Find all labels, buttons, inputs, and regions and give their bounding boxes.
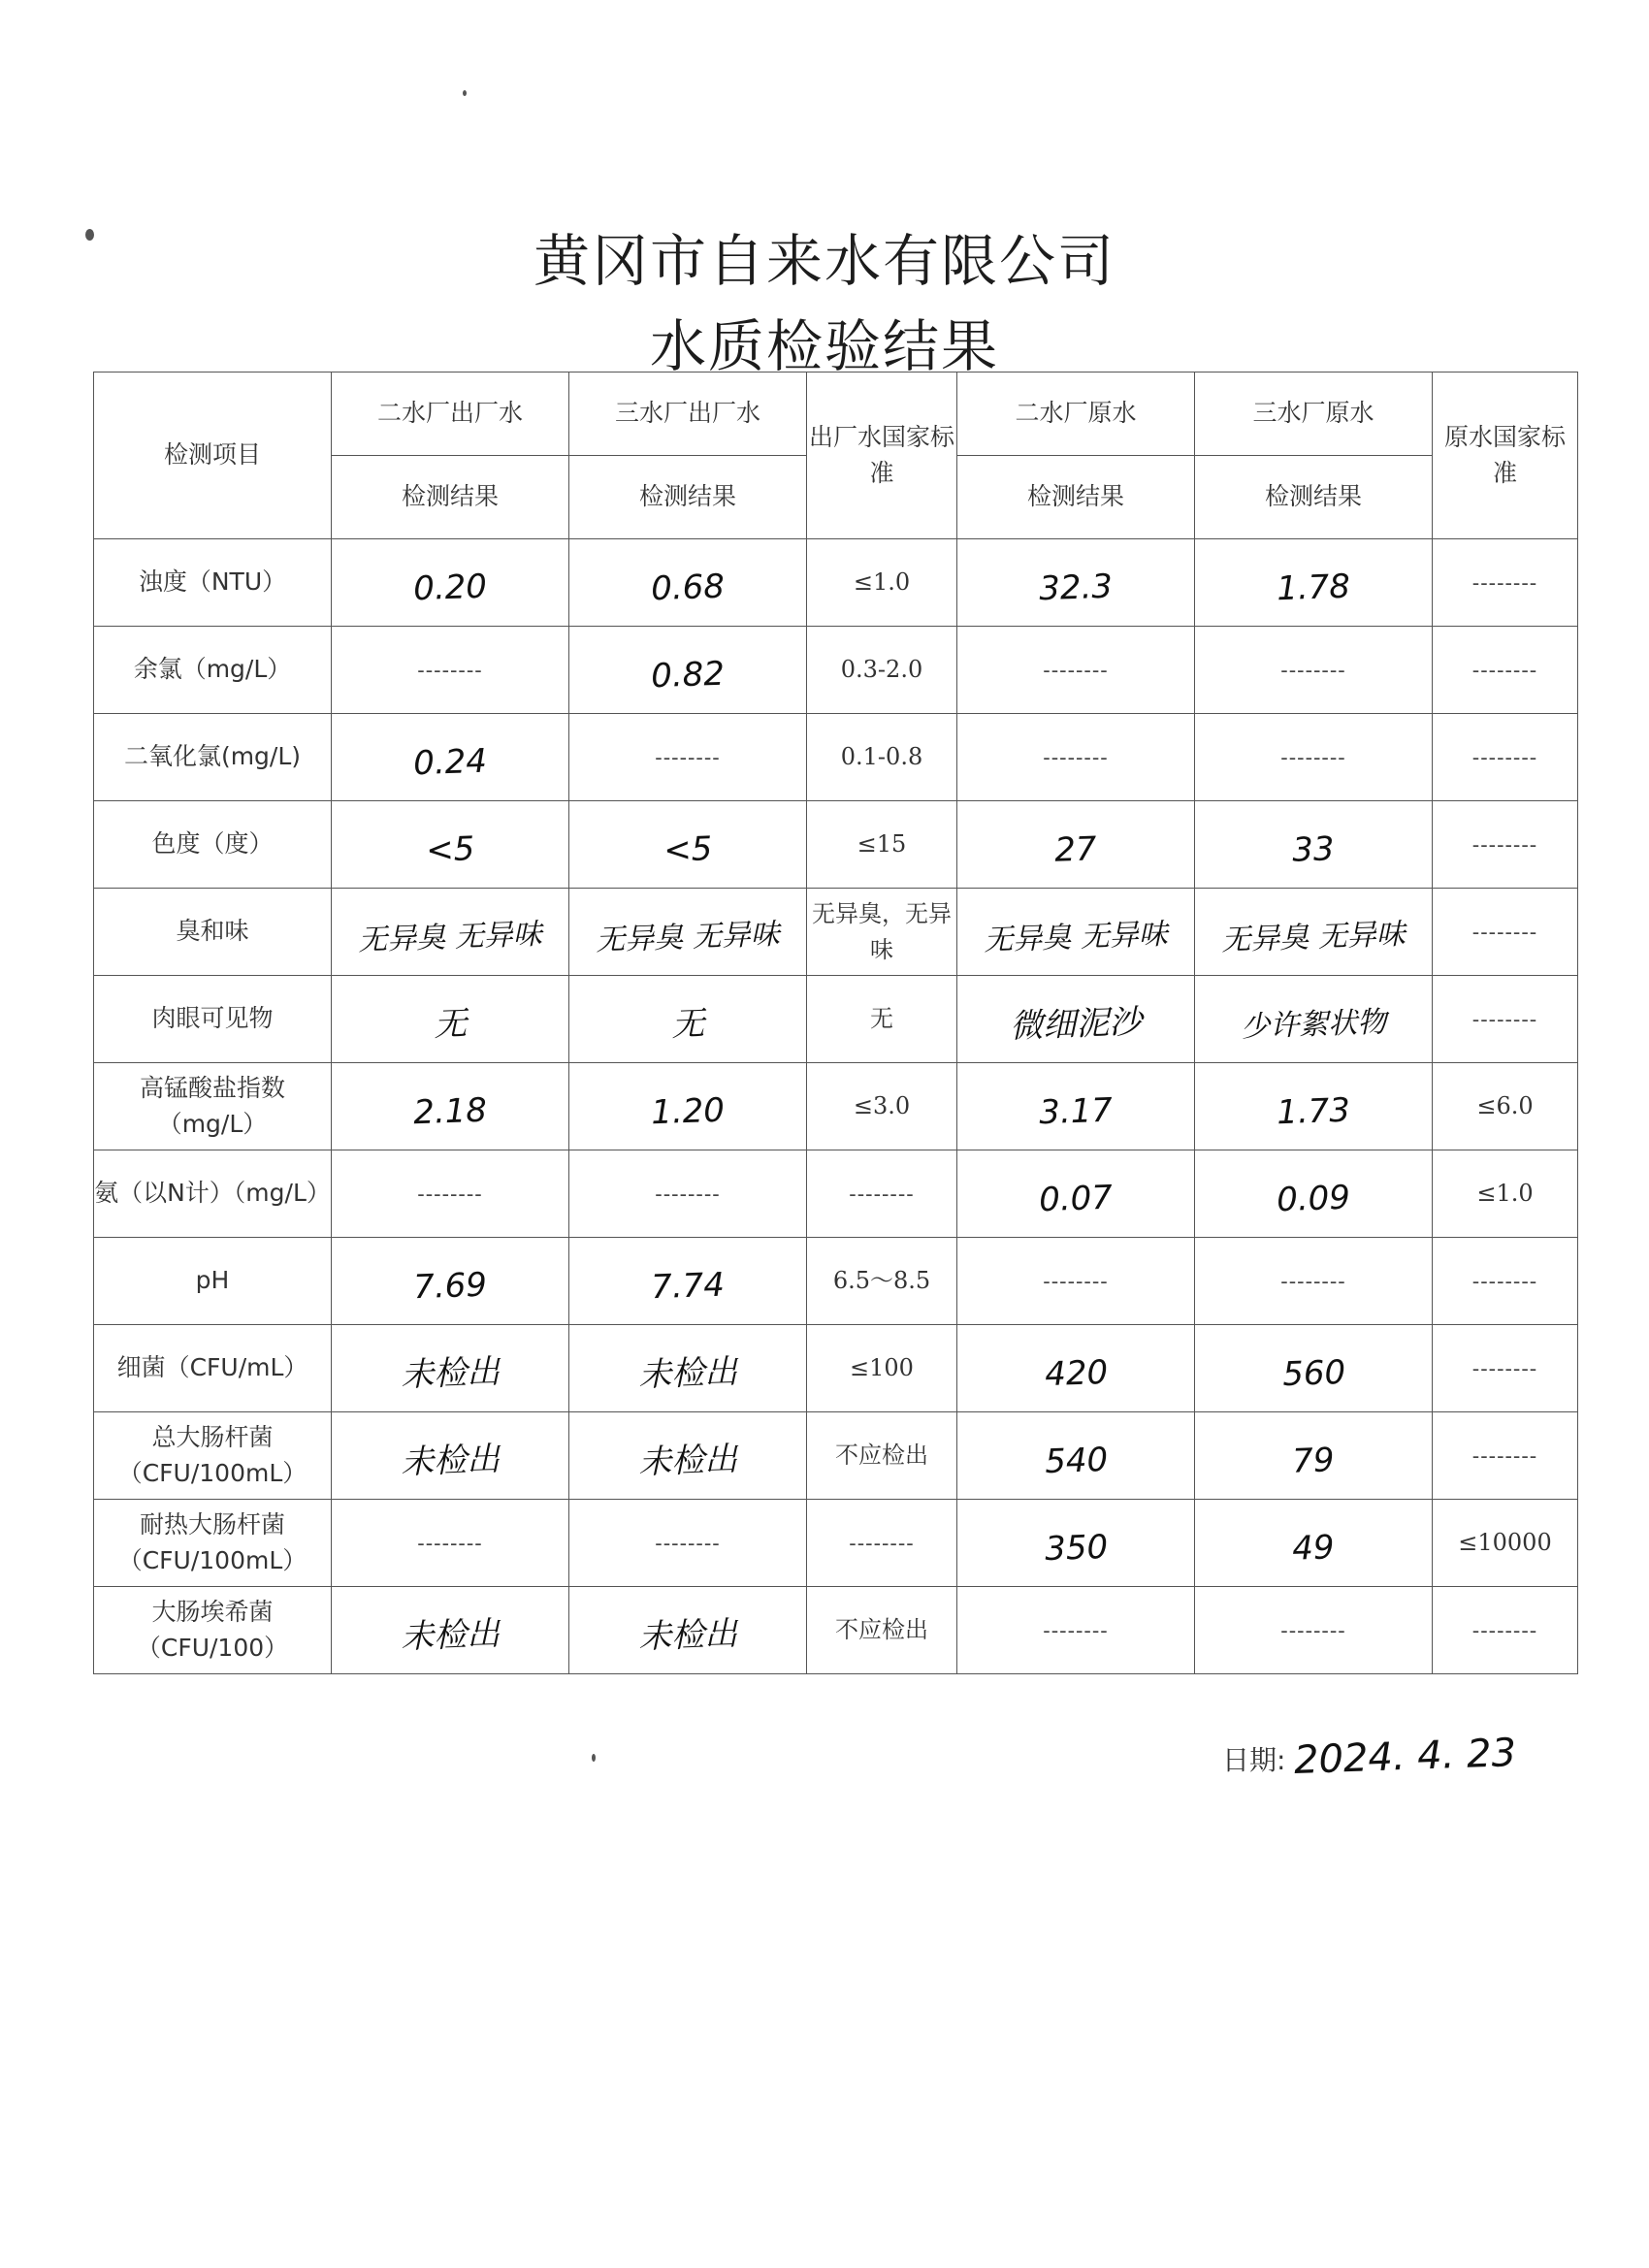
result-col5-cell — [1195, 1325, 1433, 1412]
standard-treated-cell — [807, 889, 957, 976]
result-col1-cell — [332, 1325, 569, 1412]
standard-treated-cell — [807, 539, 957, 627]
table-row — [94, 714, 1578, 801]
standard-treated: -------- — [849, 1532, 915, 1557]
result-col1-cell — [332, 1500, 569, 1587]
result-col2-cell — [569, 1150, 807, 1238]
result-col4: 微细泥沙 — [1009, 1002, 1143, 1047]
result-col5-cell — [1195, 1150, 1433, 1238]
standard-treated-cell — [807, 714, 957, 801]
result-col2-cell — [569, 1238, 807, 1325]
result-col1-cell — [332, 1063, 569, 1150]
result-col4: 3.17 — [1038, 1090, 1114, 1133]
standard-treated-cell — [807, 1238, 957, 1325]
table-row — [94, 1063, 1578, 1150]
standard-raw-cell — [1433, 1587, 1578, 1674]
result-col4-cell — [957, 801, 1195, 889]
standard-raw-cell — [1433, 1412, 1578, 1500]
standard-treated-cell — [807, 1500, 957, 1587]
table-row — [94, 627, 1578, 714]
row-item-label: 肉眼可见物 — [94, 976, 332, 1063]
header-col1: 二水厂出厂水 — [332, 373, 569, 456]
standard-treated: ≤100 — [850, 1354, 914, 1382]
result-col4: -------- — [1043, 746, 1109, 771]
result-col4: -------- — [1043, 659, 1109, 684]
scan-speck — [85, 229, 94, 241]
header-col3: 出厂水国家标准 — [807, 373, 957, 539]
result-col5: -------- — [1280, 746, 1346, 771]
table-row — [94, 1238, 1578, 1325]
header-result-4: 检测结果 — [957, 456, 1195, 539]
result-col5-cell — [1195, 627, 1433, 714]
standard-raw-cell — [1433, 539, 1578, 627]
result-col4-cell — [957, 1325, 1195, 1412]
header-col6: 原水国家标准 — [1433, 373, 1578, 539]
result-col2-cell — [569, 889, 807, 976]
table-row — [94, 539, 1578, 627]
result-col5-cell — [1195, 1500, 1433, 1587]
table-row — [94, 801, 1578, 889]
row-item-label: 臭和味 — [94, 889, 332, 976]
result-col5: 33 — [1291, 829, 1336, 870]
result-col2: 未检出 — [637, 1440, 738, 1482]
row-item-label: 色度（度） — [94, 801, 332, 889]
standard-raw: -------- — [1471, 1444, 1538, 1470]
table-row — [94, 889, 1578, 976]
result-col2-cell — [569, 1587, 807, 1674]
row-item-label: pH — [94, 1238, 332, 1325]
result-col2: 未检出 — [637, 1352, 738, 1395]
standard-raw: -------- — [1471, 921, 1538, 946]
result-col4-cell — [957, 1150, 1195, 1238]
result-col4-cell — [957, 889, 1195, 976]
result-col5-cell — [1195, 1063, 1433, 1150]
date-label: 日期: — [1222, 1744, 1286, 1776]
header-col5: 三水厂原水 — [1195, 373, 1433, 456]
table-row — [94, 1325, 1578, 1412]
standard-raw: ≤10000 — [1458, 1529, 1552, 1557]
result-col4: 420 — [1044, 1352, 1109, 1394]
standard-raw-cell — [1433, 976, 1578, 1063]
standard-raw-cell — [1433, 1238, 1578, 1325]
standard-treated: 不应检出 — [835, 1616, 928, 1644]
standard-treated-cell — [807, 1587, 957, 1674]
result-col2-cell — [569, 1063, 807, 1150]
result-col5-cell — [1195, 539, 1433, 627]
header-result-5: 检测结果 — [1195, 456, 1433, 539]
standard-treated: 无异臭，无异味 — [812, 900, 952, 963]
standard-treated: 不应检出 — [835, 1442, 928, 1470]
result-col2-cell — [569, 976, 807, 1063]
standard-raw-cell — [1433, 889, 1578, 976]
result-col5: -------- — [1280, 1619, 1346, 1644]
result-col2: 1.20 — [650, 1090, 726, 1133]
result-col1: 2.18 — [412, 1090, 488, 1133]
result-col2: 0.82 — [650, 654, 726, 697]
standard-raw-cell — [1433, 1150, 1578, 1238]
result-col1: 未检出 — [400, 1614, 501, 1657]
result-col1: -------- — [417, 1532, 483, 1557]
standard-raw-cell — [1433, 627, 1578, 714]
result-col5: 0.09 — [1276, 1178, 1351, 1220]
scan-speck — [592, 1754, 596, 1762]
result-col1: 0.20 — [412, 567, 488, 609]
standard-raw-cell — [1433, 801, 1578, 889]
standard-treated-cell — [807, 1150, 957, 1238]
row-item-label: 细菌（CFU/mL） — [94, 1325, 332, 1412]
result-col2: 无 — [670, 1004, 705, 1045]
table-row — [94, 1500, 1578, 1587]
row-item-label: 二氧化氯(mg/L) — [94, 714, 332, 801]
header-result-1: 检测结果 — [332, 456, 569, 539]
standard-raw: -------- — [1471, 1270, 1538, 1295]
table-row — [94, 1412, 1578, 1500]
table-row — [94, 1587, 1578, 1674]
scan-speck — [463, 90, 467, 96]
result-col5: 79 — [1291, 1441, 1336, 1481]
result-col2-cell — [569, 539, 807, 627]
result-col4-cell — [957, 1063, 1195, 1150]
standard-treated-cell — [807, 627, 957, 714]
standard-raw: -------- — [1471, 571, 1538, 597]
result-col1-cell — [332, 627, 569, 714]
standard-raw: -------- — [1471, 1008, 1538, 1033]
result-col1-cell — [332, 1238, 569, 1325]
standard-raw: -------- — [1471, 1619, 1538, 1644]
standard-raw: -------- — [1471, 659, 1538, 684]
standard-raw-cell — [1433, 1500, 1578, 1587]
result-col2: 0.68 — [650, 567, 726, 609]
result-col4: 无异臭 无异味 — [983, 917, 1169, 958]
result-col1: 无异臭 无异味 — [357, 917, 543, 958]
standard-treated: 6.5～8.5 — [832, 1267, 931, 1295]
result-col2-cell — [569, 1500, 807, 1587]
result-col2-cell — [569, 627, 807, 714]
standard-treated: 0.3-2.0 — [840, 656, 923, 684]
row-item-label: 高锰酸盐指数（mg/L） — [94, 1063, 332, 1150]
result-col2-cell — [569, 1412, 807, 1500]
result-col5: 1.78 — [1276, 567, 1351, 609]
result-col1: 0.24 — [412, 741, 488, 784]
result-col4: 350 — [1044, 1527, 1109, 1569]
result-col4: 27 — [1053, 829, 1098, 870]
standard-raw: ≤6.0 — [1476, 1092, 1534, 1120]
header-col4: 二水厂原水 — [957, 373, 1195, 456]
header-item: 检测项目 — [94, 373, 332, 539]
result-col1-cell — [332, 801, 569, 889]
result-col1: 无 — [433, 1004, 468, 1045]
result-col4-cell — [957, 1587, 1195, 1674]
result-col1-cell — [332, 714, 569, 801]
standard-raw: -------- — [1471, 746, 1538, 771]
standard-treated-cell — [807, 801, 957, 889]
date-line — [1222, 1731, 1518, 1783]
row-item-label: 大肠埃希菌（CFU/100） — [94, 1587, 332, 1674]
header-result-2: 检测结果 — [569, 456, 807, 539]
result-col1: -------- — [417, 659, 483, 684]
result-col2: -------- — [655, 1532, 721, 1557]
result-col1: <5 — [425, 828, 475, 870]
standard-treated-cell — [807, 1412, 957, 1500]
standard-treated-cell — [807, 1063, 957, 1150]
row-item-label: 总大肠杆菌（CFU/100mL） — [94, 1412, 332, 1500]
row-item-label: 氨（以N计）（mg/L） — [94, 1150, 332, 1238]
result-col2: -------- — [655, 1183, 721, 1208]
result-col4-cell — [957, 1412, 1195, 1500]
date-value: 2024. 4. 23 — [1293, 1731, 1518, 1783]
result-col5: 1.73 — [1276, 1090, 1351, 1133]
result-col4: 0.07 — [1038, 1178, 1114, 1220]
result-col2-cell — [569, 714, 807, 801]
result-col5-cell — [1195, 1238, 1433, 1325]
result-col5-cell — [1195, 714, 1433, 801]
table-row — [94, 1150, 1578, 1238]
result-col1: -------- — [417, 1183, 483, 1208]
row-item-label: 余氯（mg/L） — [94, 627, 332, 714]
result-col4-cell — [957, 627, 1195, 714]
result-col4: 32.3 — [1038, 567, 1114, 609]
result-col4: -------- — [1043, 1270, 1109, 1295]
result-col5: -------- — [1280, 1270, 1346, 1295]
result-col2: 无异臭 无异味 — [595, 917, 781, 958]
result-col5: 少许絮状物 — [1240, 1005, 1387, 1045]
result-col5: 49 — [1291, 1528, 1336, 1569]
result-col2: 7.74 — [650, 1265, 726, 1308]
standard-raw-cell — [1433, 1325, 1578, 1412]
result-col5-cell — [1195, 1587, 1433, 1674]
result-col5-cell — [1195, 976, 1433, 1063]
company-title: 黄冈市自来水有限公司 — [533, 228, 1116, 294]
result-col4: -------- — [1043, 1619, 1109, 1644]
result-col1-cell — [332, 1150, 569, 1238]
standard-treated-cell — [807, 1325, 957, 1412]
standard-treated: ≤1.0 — [853, 568, 911, 597]
report-title: 水质检验结果 — [649, 313, 999, 379]
standard-raw: -------- — [1471, 833, 1538, 859]
standard-treated-cell — [807, 976, 957, 1063]
result-col5: 无异臭 无异味 — [1220, 917, 1406, 958]
result-col4-cell — [957, 714, 1195, 801]
result-col4-cell — [957, 1238, 1195, 1325]
result-col5-cell — [1195, 1412, 1433, 1500]
result-col4: 540 — [1044, 1440, 1109, 1481]
result-col2-cell — [569, 801, 807, 889]
standard-treated: 无 — [870, 1005, 893, 1033]
standard-raw: ≤1.0 — [1476, 1180, 1534, 1208]
standard-raw-cell — [1433, 1063, 1578, 1150]
result-col2-cell — [569, 1325, 807, 1412]
results-table — [93, 372, 1578, 1674]
result-col5: 560 — [1281, 1352, 1346, 1394]
result-col5-cell — [1195, 889, 1433, 976]
result-col2: -------- — [655, 746, 721, 771]
result-col4-cell — [957, 1500, 1195, 1587]
result-col1-cell — [332, 539, 569, 627]
header-col2: 三水厂出厂水 — [569, 373, 807, 456]
standard-treated: ≤15 — [857, 830, 907, 859]
result-col5-cell — [1195, 801, 1433, 889]
result-col1-cell — [332, 1587, 569, 1674]
row-item-label: 浊度（NTU） — [94, 539, 332, 627]
result-col2: <5 — [663, 828, 713, 870]
table-row — [94, 976, 1578, 1063]
standard-raw: -------- — [1471, 1357, 1538, 1382]
result-col2: 未检出 — [637, 1614, 738, 1657]
result-col1-cell — [332, 889, 569, 976]
result-col4-cell — [957, 976, 1195, 1063]
result-col1-cell — [332, 976, 569, 1063]
result-col1: 未检出 — [400, 1352, 501, 1395]
result-col1-cell — [332, 1412, 569, 1500]
standard-raw-cell — [1433, 714, 1578, 801]
result-col1: 未检出 — [400, 1440, 501, 1482]
row-item-label: 耐热大肠杆菌（CFU/100mL） — [94, 1500, 332, 1587]
result-col5: -------- — [1280, 659, 1346, 684]
standard-treated: 0.1-0.8 — [840, 743, 923, 771]
standard-treated: -------- — [849, 1183, 915, 1208]
standard-treated: ≤3.0 — [853, 1092, 911, 1120]
result-col1: 7.69 — [412, 1265, 488, 1308]
result-col4-cell — [957, 539, 1195, 627]
